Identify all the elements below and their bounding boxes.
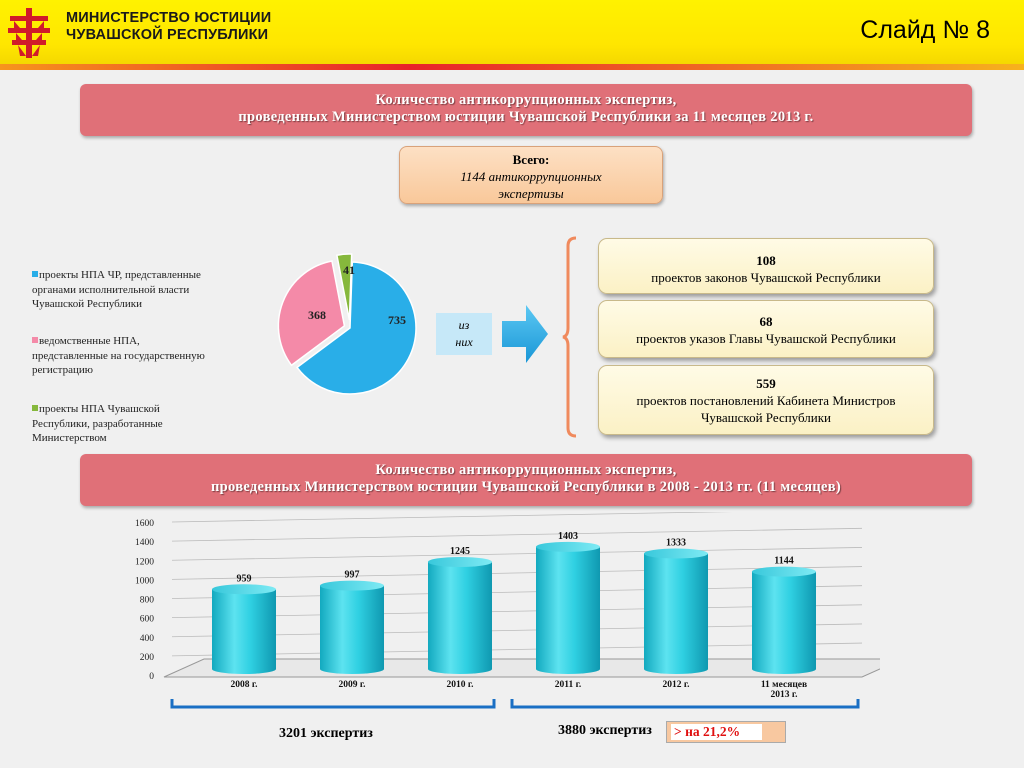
x-tick-label: 2009 г.: [338, 680, 366, 690]
legend-item-departmental: [32, 334, 212, 378]
bar-value-label: 1333: [666, 537, 686, 549]
bar-cap: [536, 542, 600, 552]
x-tick-label: 11 месяцев: [760, 680, 808, 690]
y-tick-label: 800: [139, 595, 154, 606]
bar-body: [320, 586, 384, 674]
bar-2: [428, 557, 492, 674]
x-tick-label: 2013 г.: [770, 690, 798, 700]
bar-3: [536, 542, 600, 674]
ministry-line2: ЧУВАШСКОЙ РЕСПУБЛИКИ: [66, 27, 269, 43]
breakdown-box-decrees: [598, 300, 934, 358]
breakdown-box-laws: [598, 238, 934, 294]
period-total-first: 3201 экспертиз: [279, 726, 373, 741]
bar-body: [536, 547, 600, 674]
grid-line: [172, 512, 862, 522]
legend-item-executive: [32, 268, 212, 312]
from-them-line2: них: [455, 335, 473, 349]
banner2-line2: проведенных Министерством юстиции Чувашской Республики в 2008 - 2013 гг. (11 месяцев): [210, 479, 841, 495]
legend-text: ведомственные НПА, представленные на государственную регистрацию: [32, 335, 205, 376]
grid-line: [172, 547, 862, 560]
breakdown-box-resolutions: [598, 365, 934, 435]
total-label: Всего:: [512, 152, 550, 167]
x-tick-label: 2011 г.: [554, 680, 582, 690]
period-bracket-right: [510, 697, 860, 716]
breakdown-text: проектов законов Чувашской Республики: [651, 270, 881, 285]
breakdown-text: проектов постановлений Кабинета Министров Чувашской Республики: [636, 393, 896, 425]
y-tick-label: 1400: [135, 538, 154, 549]
breakdown-value: 108: [756, 253, 776, 268]
slide-number: Слайд № 8: [860, 16, 990, 44]
grid-line: [172, 528, 862, 541]
y-tick-label: 400: [139, 633, 154, 644]
bar-5: [752, 567, 816, 674]
bar-body: [644, 554, 708, 674]
banner2-line1: Количество антикоррупционных экспертиз,: [375, 462, 677, 478]
x-tick-label: 2008 г.: [230, 680, 258, 690]
bar-cap: [428, 557, 492, 567]
header-stripe: [0, 64, 1024, 70]
bar-4: [644, 549, 708, 674]
x-tick-label: 2010 г.: [446, 680, 474, 690]
bar-value-label: 997: [344, 569, 360, 581]
x-tick-label: 2012 г.: [662, 680, 690, 690]
bar-body: [428, 562, 492, 674]
bar-chart: [110, 512, 880, 702]
bar-cap: [644, 549, 708, 559]
increase-percent: > на 21,2%: [671, 724, 762, 740]
bar-value-label: 1403: [558, 530, 578, 542]
pie-value-label: 735: [388, 313, 406, 327]
right-arrow-icon: [500, 303, 550, 370]
pie-chart: [270, 248, 430, 408]
pie-value-label: 41: [343, 263, 355, 277]
from-them-label: [436, 313, 492, 355]
breakdown-value: 68: [759, 314, 773, 329]
bar-cap: [752, 567, 816, 577]
y-tick-label: 1200: [135, 557, 154, 568]
total-line2: 1144 антикоррупционных: [460, 169, 602, 184]
legend-text: проекты НПА Чувашской Республики, разработанные Министерством: [32, 403, 163, 444]
y-tick-label: 200: [139, 652, 154, 663]
legend-text: проекты НПА ЧР, представленные органами исполнительной власти Чувашской Республики: [32, 269, 201, 310]
increase-badge: [666, 721, 786, 743]
breakdown-value: 559: [756, 376, 776, 391]
legend-swatch: [32, 337, 38, 343]
legend-swatch: [32, 271, 38, 277]
bar-section-title: [80, 454, 972, 506]
y-tick-label: 1000: [135, 576, 154, 587]
legend-swatch: [32, 405, 38, 411]
y-tick-label: 600: [139, 614, 154, 625]
bar-1: [320, 581, 384, 674]
total-line3: экспертизы: [498, 186, 564, 201]
banner1-line1: Количество антикоррупционных экспертиз,: [375, 92, 677, 108]
bar-body: [752, 572, 816, 674]
from-them-line1: из: [458, 318, 470, 332]
period-bracket-left: [170, 697, 496, 716]
bar-cap: [212, 584, 276, 594]
chuvash-emblem-icon: [6, 6, 52, 60]
bracket-icon: [562, 236, 578, 443]
bar-value-label: 1245: [450, 545, 470, 557]
total-callout: [399, 146, 663, 204]
breakdown-text: проектов указов Главы Чувашской Республики: [636, 331, 896, 346]
pie-section-title: [80, 84, 972, 136]
bar-cap: [320, 581, 384, 591]
banner1-line2: проведенных Министерством юстиции Чувашской Республики за 11 месяцев 2013 г.: [238, 109, 814, 125]
bar-value-label: 959: [236, 573, 252, 585]
bar-body: [212, 589, 276, 674]
ministry-line1: МИНИСТЕРСТВО ЮСТИЦИИ: [66, 10, 272, 26]
bar-value-label: 1144: [774, 555, 794, 567]
y-tick-label: 0: [149, 672, 154, 682]
ministry-name: [66, 10, 271, 44]
bar-0: [212, 584, 276, 674]
legend-item-ministry: [32, 402, 212, 446]
pie-value-label: 368: [308, 308, 326, 322]
y-tick-label: 1600: [135, 519, 154, 529]
period-total-second: 3880 экспертиз: [558, 723, 652, 738]
